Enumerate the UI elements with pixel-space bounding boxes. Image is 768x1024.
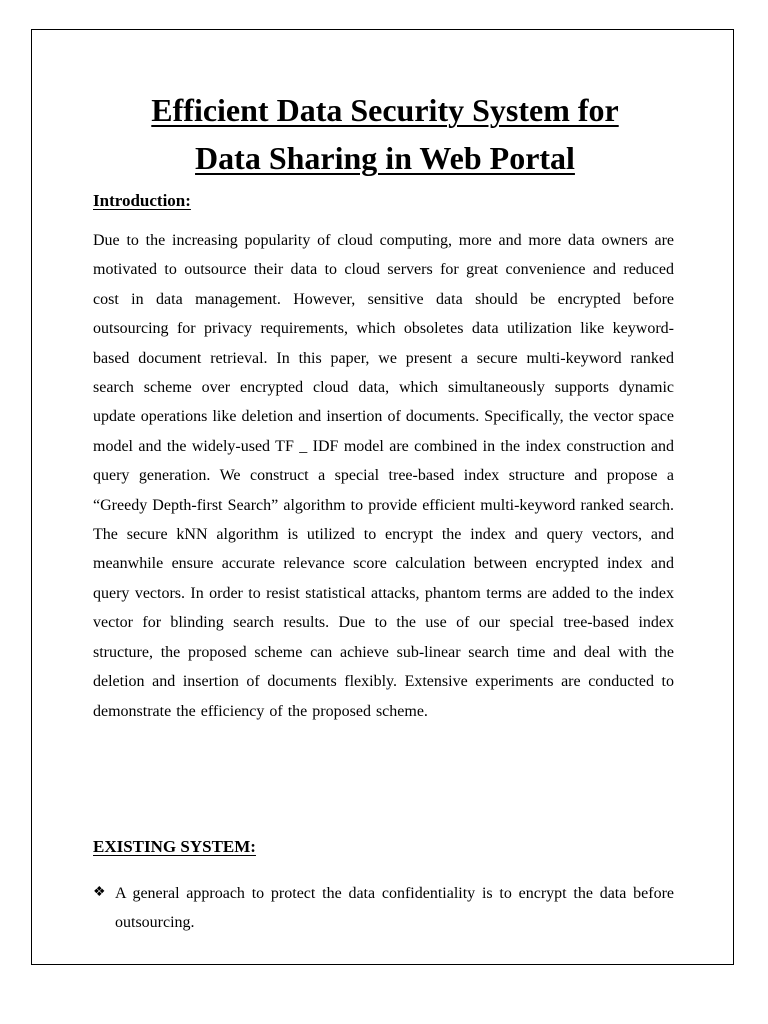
existing-system-list (93, 879, 674, 937)
title-line-2: Data Sharing in Web Portal (195, 140, 575, 176)
title-line-1: Efficient Data Security System for (151, 92, 619, 128)
list-item (93, 879, 674, 937)
bullet-text: A general approach to protect the data confidentiality is to encrypt the data before outsourcing. (115, 885, 674, 931)
document-title (60, 86, 710, 182)
introduction-heading: Introduction: (93, 191, 191, 210)
existing-system-heading: EXISTING SYSTEM: (93, 837, 256, 856)
diamond-bullet-icon: ❖ (93, 885, 106, 900)
introduction-paragraph: Due to the increasing popularity of cloud computing, more and more data owners are motivated to outsource their data to cloud servers for great convenience and reduced cost in data management. However, sensitive data should be encrypted before outsourcing for privacy requirements, which obsoletes data utilization like keyword-based document retrieval. In this paper, we present a secure multi-keyword ranked search scheme over encrypted cloud data, which simultaneously supports dynamic update operations like deletion and insertion of documents. Specifically, the vector space model and the widely-used TF _ IDF model are combined in the index construction and query generation. We construct a special tree-based index structure and propose a “Greedy Depth-first Search” algorithm to provide efficient multi-keyword ranked search. The secure kNN algorithm is utilized to encrypt the index and query vectors, and meanwhile ensure accurate relevance score calculation between encrypted index and query vectors. In order to resist statistical attacks, phantom terms are added to the index vector for blinding search results. Due to the use of our special tree-based index structure, the proposed scheme can achieve sub-linear search time and deal with the deletion and insertion of documents flexibly. Extensive experiments are conducted to demonstrate the efficiency of the proposed scheme. (93, 232, 674, 720)
